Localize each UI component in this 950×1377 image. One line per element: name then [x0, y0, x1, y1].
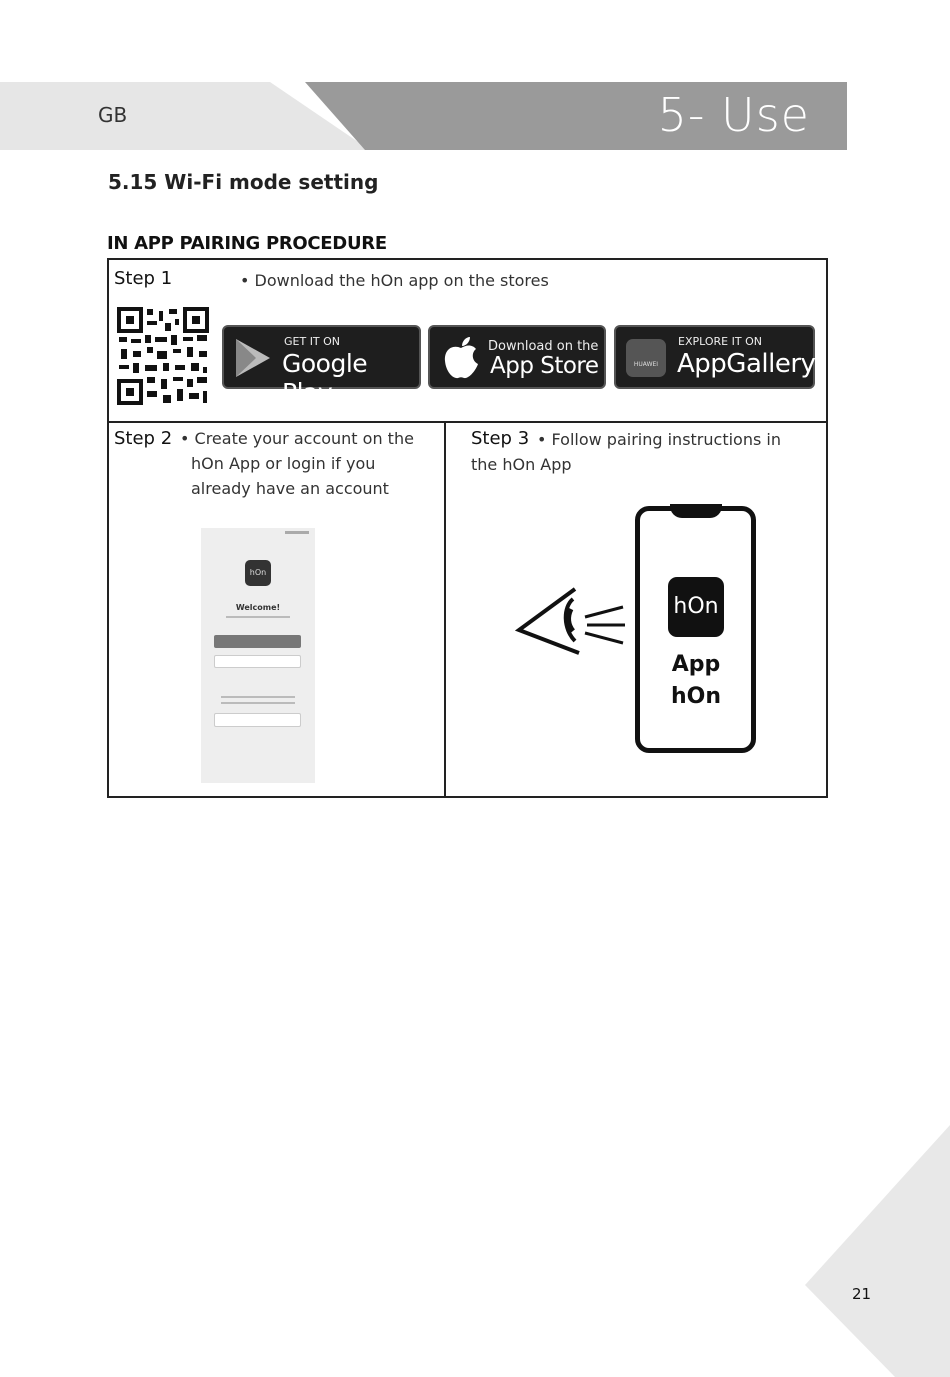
- app-gallery-small-text: EXPLORE IT ON: [678, 335, 762, 348]
- page-corner-decoration: [805, 1125, 950, 1377]
- register-button: [214, 655, 301, 668]
- welcome-subtitle: [226, 616, 290, 618]
- step3-line2: the hOn App: [471, 455, 572, 474]
- status-bar: [285, 531, 309, 534]
- app-store-small-text: Download on the: [488, 339, 599, 354]
- google-play-badge[interactable]: [222, 325, 421, 407]
- page-number: 21: [852, 1285, 872, 1303]
- huawei-brand-text: HUAWEI: [633, 361, 659, 368]
- social-login-button: [214, 713, 301, 727]
- step2-line1: • Create your account on the: [180, 429, 414, 448]
- qr-code-icon: [117, 307, 209, 405]
- app-label-line2: hOn: [670, 684, 722, 709]
- app-screenshot: [201, 528, 315, 783]
- separator-text: [221, 696, 295, 698]
- step3-label: Step 3: [471, 428, 530, 449]
- step1-text: • Download the hOn app on the stores: [240, 271, 549, 290]
- app-gallery-badge[interactable]: [614, 325, 815, 389]
- box-divider-vertical: [444, 423, 446, 796]
- phone-notch: [670, 504, 722, 518]
- step2-line2: hOn App or login if you: [191, 454, 376, 473]
- separator-text: [221, 702, 295, 704]
- step2-line3: already have an account: [191, 479, 389, 498]
- google-play-icon: [234, 337, 272, 379]
- step1-label: Step 1: [114, 268, 173, 289]
- step3-line1: • Follow pairing instructions in: [537, 430, 781, 449]
- box-divider-horizontal: [109, 421, 826, 423]
- language-code: GB: [98, 103, 128, 127]
- app-store-big-text: App Store: [490, 353, 599, 379]
- huawei-icon: [626, 339, 666, 377]
- app-store-badge[interactable]: [428, 325, 606, 389]
- google-play-big-text: Google Play: [282, 349, 368, 407]
- app-gallery-big-text: AppGallery: [677, 349, 816, 379]
- google-play-small-text: GET IT ON: [284, 335, 341, 348]
- chapter-title: 5- Use: [657, 88, 810, 142]
- hon-app-icon: hOn: [668, 577, 724, 637]
- section-title: 5.15 Wi-Fi mode setting: [108, 170, 379, 194]
- login-button: [214, 635, 301, 648]
- procedure-title: IN APP PAIRING PROCEDURE: [107, 233, 387, 254]
- eye-icon: [515, 585, 627, 657]
- apple-icon: [442, 336, 480, 380]
- app-label-line1: App: [671, 652, 721, 677]
- step2-label: Step 2: [114, 428, 173, 449]
- welcome-text: Welcome!: [235, 603, 281, 612]
- hon-logo-icon: hOn: [245, 560, 271, 586]
